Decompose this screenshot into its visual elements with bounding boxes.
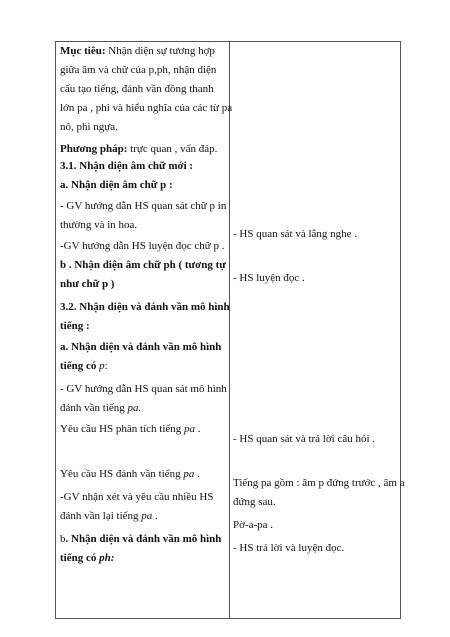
method-text: trực quan , vấn đáp. <box>127 143 218 155</box>
yc1-text: Yêu cầu HS phân tích tiếng <box>60 423 185 435</box>
yc2-end: . <box>194 468 200 480</box>
section-b2-line-1 <box>60 533 221 546</box>
section-b-line-1: b . Nhận diện âm chữ ph ( tương tự <box>60 259 226 271</box>
b2-text: . Nhận diện và đánh vần mô hình <box>65 533 222 545</box>
gv4-text: đánh vần lại tiếng <box>60 510 142 522</box>
section-3-2-a-colon: : <box>104 360 108 372</box>
section-b-line-2: như chữ p ) <box>60 278 115 290</box>
gv-instruction-3-line-1: - GV hướng dẫn HS quan sát mô hình <box>60 383 227 395</box>
method-line <box>60 143 217 156</box>
section-3-2-line-1: 3.2. Nhận diện và đánh vần mô hình <box>60 301 230 313</box>
section-3-2-a-line-2 <box>60 360 108 373</box>
objective-line-2: giữa âm và chữ của p,ph, nhận diện <box>60 64 217 76</box>
b2-l2-text: tiếng có <box>60 552 100 564</box>
section-3-1-heading: 3.1. Nhận diện âm chữ mới : <box>60 160 194 172</box>
request-analyze <box>60 423 201 436</box>
objective-line-4: lớn pa , phi và hiểu nghĩa của các từ pa <box>60 102 233 114</box>
response-analysis-line-2: đứng sau. <box>233 496 276 508</box>
objective-text: Nhận diện sự tương hợp <box>105 45 215 57</box>
section-b2-line-2 <box>60 552 114 565</box>
gv3-italic: pa. <box>127 402 142 414</box>
response-spelling: Pờ-a-pa . <box>233 519 274 531</box>
column-divider <box>229 42 230 618</box>
objective-line-3: cấu tạo tiếng, đánh vần đồng thanh <box>60 83 214 95</box>
gv4-end: . <box>152 510 158 522</box>
section-3-1-a-heading: a. Nhận diện âm chữ p : <box>60 179 173 191</box>
gv-instruction-4-line-2 <box>60 510 158 523</box>
gv4-italic: pa <box>141 510 153 522</box>
yc1-end: . <box>195 423 201 435</box>
response-observe-answer: - HS quan sát và trả lời câu hỏi . <box>233 433 376 445</box>
objective-line-1 <box>60 45 215 58</box>
section-3-2-a-text: tiếng có <box>60 360 100 372</box>
section-3-2-a-line-1: a. Nhận diện và đánh vần mô hình <box>60 341 222 353</box>
gv-instruction-4-line-1: -GV nhận xét và yêu cầu nhiều HS <box>60 491 214 503</box>
yc2-text: Yêu cầu HS đánh vần tiếng <box>60 468 184 480</box>
yc2-italic: pa <box>183 468 195 480</box>
method-label: Phương pháp: <box>60 143 128 155</box>
gv-instruction-1-line-1: - GV hướng dẫn HS quan sát chữ p in <box>60 200 227 212</box>
gv-instruction-2: -GV hướng dẫn HS luyện đọc chữ p . <box>60 240 225 252</box>
b2-l2-italic: ph: <box>99 552 115 564</box>
section-3-2-a-italic: p <box>99 360 105 372</box>
gv-instruction-1-line-2: thường và in hoa. <box>60 219 138 231</box>
section-3-2-line-2: tiếng : <box>60 320 90 332</box>
b2-start: b <box>60 533 66 545</box>
gv3-text: đánh vần tiếng <box>60 402 128 414</box>
request-spell <box>60 468 200 481</box>
gv-instruction-3-line-2 <box>60 402 141 415</box>
yc1-italic: pa <box>184 423 196 435</box>
objective-label: Mục tiêu: <box>60 45 106 57</box>
response-analysis-line-1: Tiếng pa gồm : âm p đứng trước , âm a <box>233 477 405 489</box>
response-practice-reading: - HS luyện đọc . <box>233 272 305 284</box>
objective-line-5: nô, phi ngựa. <box>60 121 118 133</box>
response-observe-listen: - HS quan sát và lắng nghe . <box>233 228 358 240</box>
response-answer-practice: - HS trả lời và luyện đọc. <box>233 542 345 554</box>
